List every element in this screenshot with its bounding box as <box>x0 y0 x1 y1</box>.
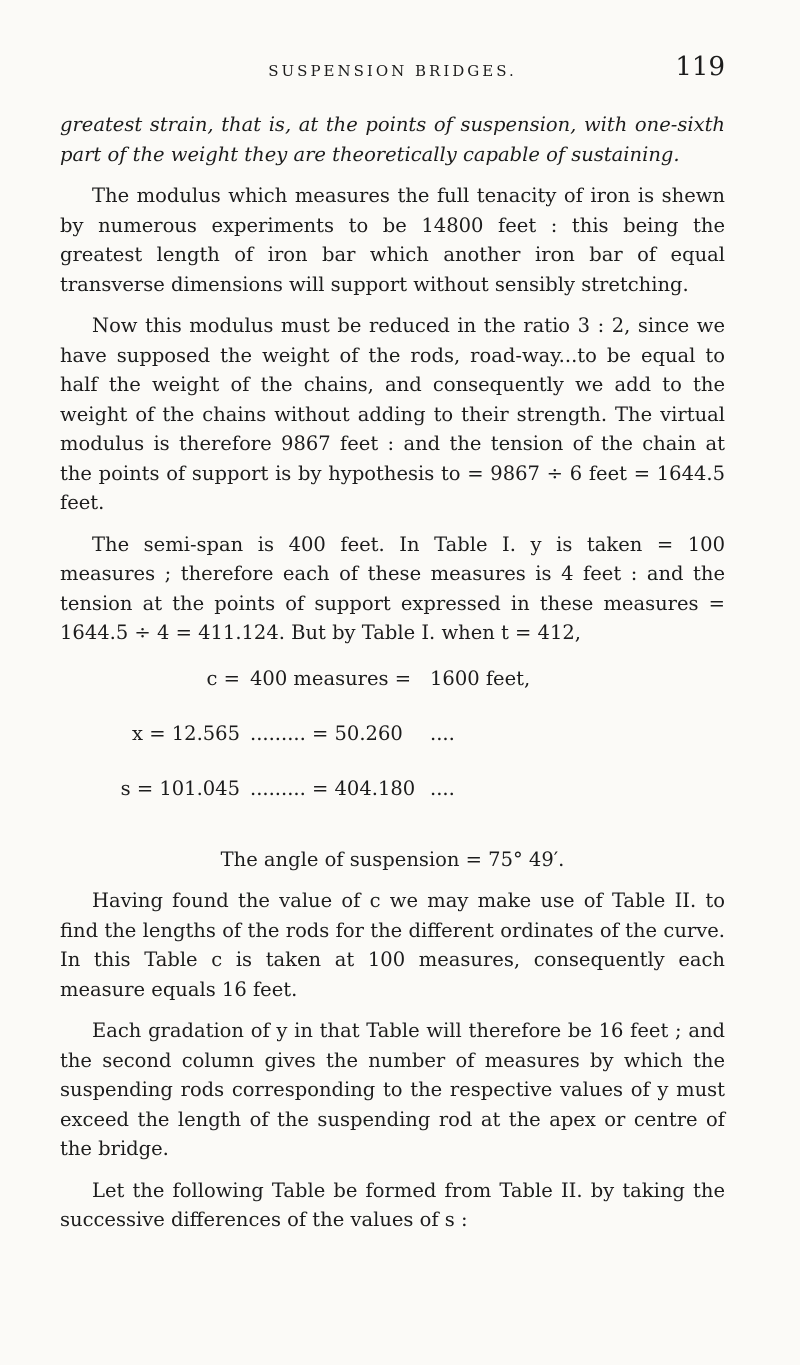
paragraph-virtual-modulus: Now this modulus must be reduced in the ratio 3 : 2, since we have supposed the weight of the rods, road-way...to be equal to half the weight of the chains, and consequently we add to the weight of the chains without adding to their strength. The virtual modulus is therefore 9867 feet : and the tension of the chain at the points of support is by hypothesis to = 9867 ÷ 6 feet = 1644.5 feet. <box>60 314 725 514</box>
equation-lhs: c = <box>206 666 240 690</box>
page-header <box>60 52 725 92</box>
paragraph-following-table: Let the following Table be formed from Table II. by taking the successive differences of the values of s : <box>60 1178 725 1231</box>
equation-lhs: s = 101.045 <box>120 776 240 800</box>
paragraph-modulus: The modulus which measures the full tenacity of iron is shewn by numerous experiments to be 14800 feet : this being the greatest length of iron bar which another iron bar of equal transverse dimensions will support without sensibly stretching. <box>60 184 725 296</box>
equation-middle: 400 measures = <box>250 666 412 690</box>
equation-block <box>60 664 725 829</box>
suspension-angle-result: The angle of suspension = 75° 49′. <box>220 847 565 871</box>
equation-row <box>60 719 725 774</box>
equation-row <box>60 664 725 719</box>
paragraph-gradation: Each gradation of y in that Table will therefore be 16 feet ; and the second column gives the number of measures by which the suspending rods corresponding to the respective values of y must exceed the length of the suspending rod at the apex or centre of the bridge. <box>60 1019 725 1160</box>
equation-middle: ......... = 50.260 <box>250 721 403 745</box>
equation-row <box>60 774 725 829</box>
equation-lhs: x = 12.565 <box>132 721 240 745</box>
equation-rhs: .... <box>430 776 455 800</box>
body-text <box>60 110 725 1235</box>
equation-rhs: 1600 feet, <box>430 666 531 690</box>
paragraph-semi-span: The semi-span is 400 feet. In Table I. y is taken = 100 measures ; therefore each of these measures is 4 feet : and the tension at the points of support expressed in these measures = 1644.5 ÷ 4 = 411.124. But by Table I. when t = 412, <box>60 532 725 644</box>
equation-middle: ......... = 404.180 <box>250 776 416 800</box>
running-head: SUSPENSION BRIDGES. <box>268 62 517 80</box>
paragraph-table-two: Having found the value of c we may make use of Table II. to find the lengths of the rods for the different ordinates of the curve. In this Table c is taken at 100 measures, consequently each measure equals 16 feet. <box>60 889 725 1001</box>
equation-rhs: .... <box>430 721 455 745</box>
paragraph-continued: greatest strain, that is, at the points of suspension, with one-sixth part of the weight they are theoretically capable of sustaining. <box>60 113 725 166</box>
page-number: 119 <box>675 52 725 82</box>
